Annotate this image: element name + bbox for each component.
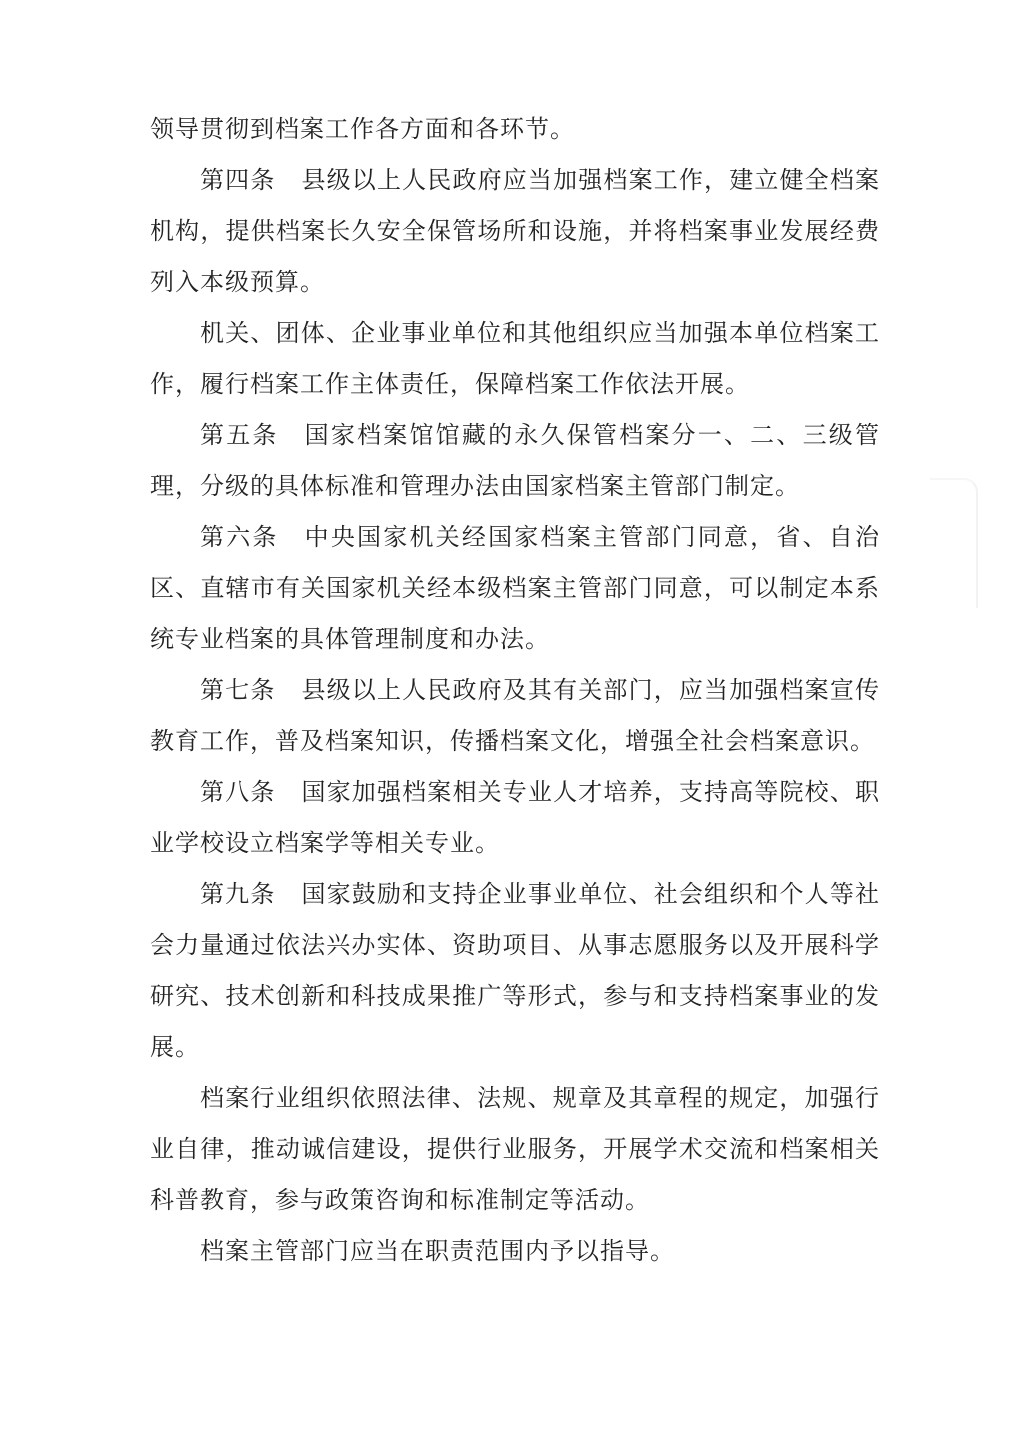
article-number: 第四条	[200, 166, 276, 194]
paragraph-text: 国家鼓励和支持企业事业单位、社会组织和个人等社会力量通过依法兴办实体、资助项目、从事志愿服务以及开展科学研究、技术创新和科技成果推广等形式，参与和支持档案事业的发展。	[150, 880, 881, 1061]
article-5	[150, 410, 880, 512]
page-edge-shadow	[930, 478, 978, 608]
paragraph-text: 中央国家机关经国家档案主管部门同意，省、自治区、直辖市有关国家机关经本级档案主管部门同意，可以制定本系统专业档案的具体管理制度和办法。	[150, 523, 880, 653]
article-number: 第七条	[200, 676, 276, 704]
paragraph-text: 国家档案馆馆藏的永久保管档案分一、二、三级管理，分级的具体标准和管理办法由国家档案主管部门制定。	[150, 421, 880, 500]
article-9-paragraph-3	[150, 1226, 880, 1277]
paragraph-text: 县级以上人民政府及其有关部门，应当加强档案宣传教育工作，普及档案知识，传播档案文化，增强全社会档案意识。	[150, 676, 881, 755]
article-9	[150, 869, 880, 1073]
paragraph-text: 国家加强档案相关专业人才培养，支持高等院校、职业学校设立档案学等相关专业。	[150, 778, 881, 857]
paragraph-text: 县级以上人民政府应当加强档案工作，建立健全档案机构，提供档案长久安全保管场所和设施，并将档案事业发展经费列入本级预算。	[150, 166, 881, 296]
article-7	[150, 665, 880, 767]
article-number: 第九条	[200, 880, 276, 908]
article-number: 第八条	[200, 778, 276, 806]
article-6	[150, 512, 880, 665]
paragraph-text: 档案主管部门应当在职责范围内予以指导。	[200, 1237, 675, 1265]
article-number: 第五条	[200, 421, 279, 449]
article-number: 第六条	[200, 523, 279, 551]
document-body	[150, 104, 880, 1277]
paragraph-continuation	[150, 104, 880, 155]
paragraph-text: 机关、团体、企业事业单位和其他组织应当加强本单位档案工作，履行档案工作主体责任，保障档案工作依法开展。	[150, 319, 880, 398]
article-4	[150, 155, 880, 308]
article-8	[150, 767, 880, 869]
paragraph-text: 领导贯彻到档案工作各方面和各环节。	[150, 115, 575, 143]
article-4-paragraph-2	[150, 308, 880, 410]
article-9-paragraph-2	[150, 1073, 880, 1226]
paragraph-text: 档案行业组织依照法律、法规、规章及其章程的规定，加强行业自律，推动诚信建设，提供行业服务，开展学术交流和档案相关科普教育，参与政策咨询和标准制定等活动。	[150, 1084, 880, 1214]
